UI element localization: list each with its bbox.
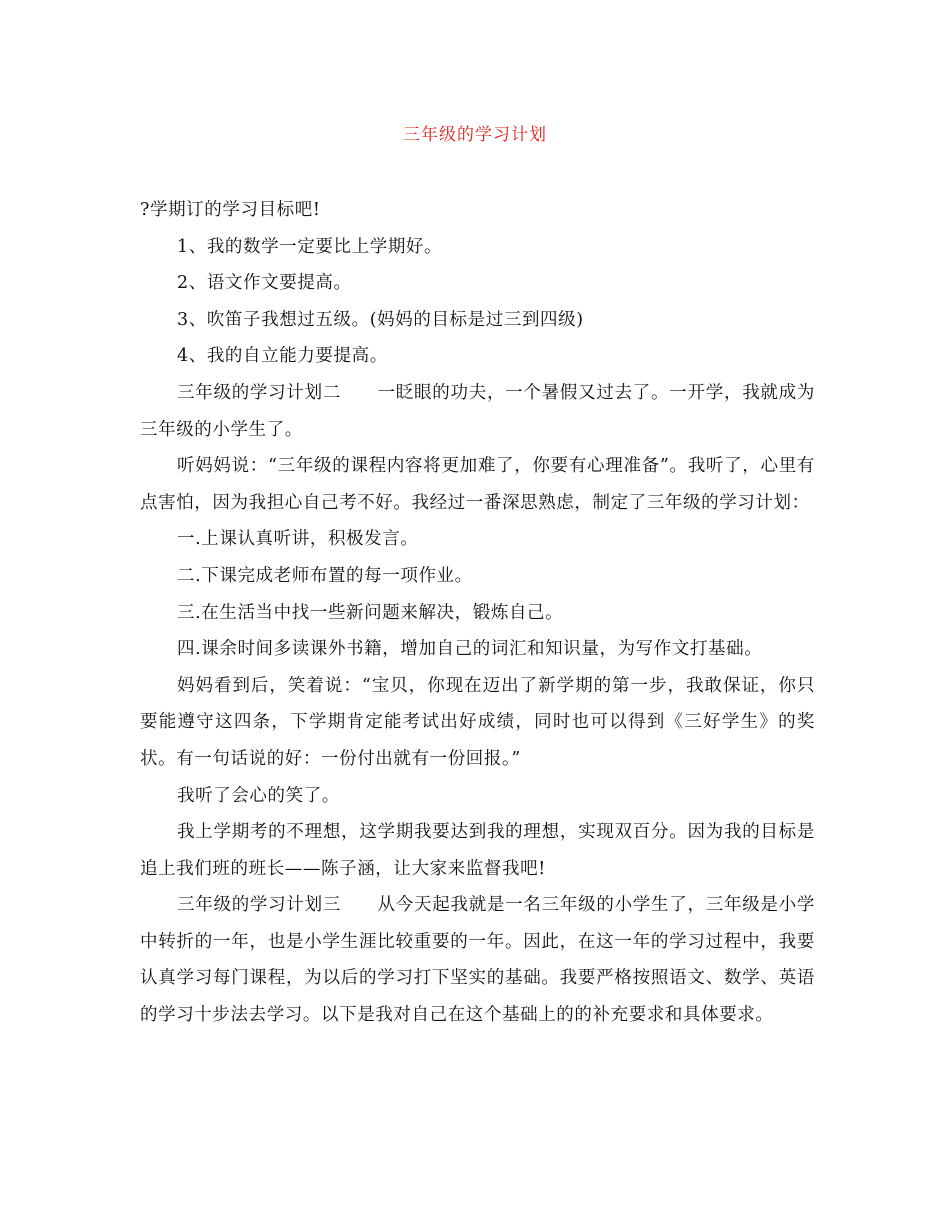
body-paragraph: 妈妈看到后，笑着说：“宝贝，你现在迈出了新学期的第一步，我敢保证，你只要能遵守这四条，下学期肯定能考试出好成绩，同时也可以得到《三好学生》的奖状。有一句话说的好：一份付出就有一份回报。”: [140, 675, 815, 769]
body-paragraph: 4、我的自立能力要提高。: [177, 346, 388, 367]
document-title: 三年级的学习计划: [403, 125, 547, 145]
body-paragraph: 我听了会心的笑了。: [177, 785, 340, 806]
body-paragraph: 我上学期考的不理想，这学期我要达到我的理想，实现双百分。因为我的目标是追上我们班的班长——陈子涵，让大家来监督我吧!: [140, 822, 815, 879]
body-paragraph: 1、我的数学一定要比上学期好。: [177, 236, 443, 257]
document-body: [140, 192, 815, 1034]
body-paragraph: 3、吹笛子我想过五级。(妈妈的目标是过三到四级): [177, 309, 584, 330]
body-paragraph: 四.课余时间多读课外书籍，增加自己的词汇和知识量，为写作文打基础。: [177, 639, 763, 660]
body-paragraph: ?学期订的学习目标吧!: [140, 200, 321, 220]
body-paragraph: 二.下课完成老师布置的每一项作业。: [177, 565, 473, 586]
body-paragraph: 2、语文作文要提高。: [177, 273, 352, 294]
body-paragraph: 三.在生活当中找一些新问题来解决，锻炼自己。: [177, 602, 564, 623]
body-paragraph: 三年级的学习计划二 一眨眼的功夫，一个暑假又过去了。一开学，我就成为三年级的小学生了。: [140, 382, 815, 440]
body-paragraph: 听妈妈说：“三年级的课程内容将更加难了，你要有心理准备”。我听了，心里有点害怕，因为我担心自己考不好。我经过一番深思熟虑，制定了三年级的学习计划：: [140, 456, 815, 513]
body-paragraph: 一.上课认真听讲，积极发言。: [177, 529, 419, 550]
body-paragraph: 三年级的学习计划三 从今天起我就是一名三年级的小学生了，三年级是小学中转折的一年，也是小学生涯比较重要的一年。因此，在这一年的学习过程中，我要认真学习每门课程，为以后的学习打下坚实的基础。我要严格按照语文、数学、英语的学习十步法去学习。以下是我对自己在这个基础上的的补充要求和具体要求。: [140, 895, 815, 1026]
